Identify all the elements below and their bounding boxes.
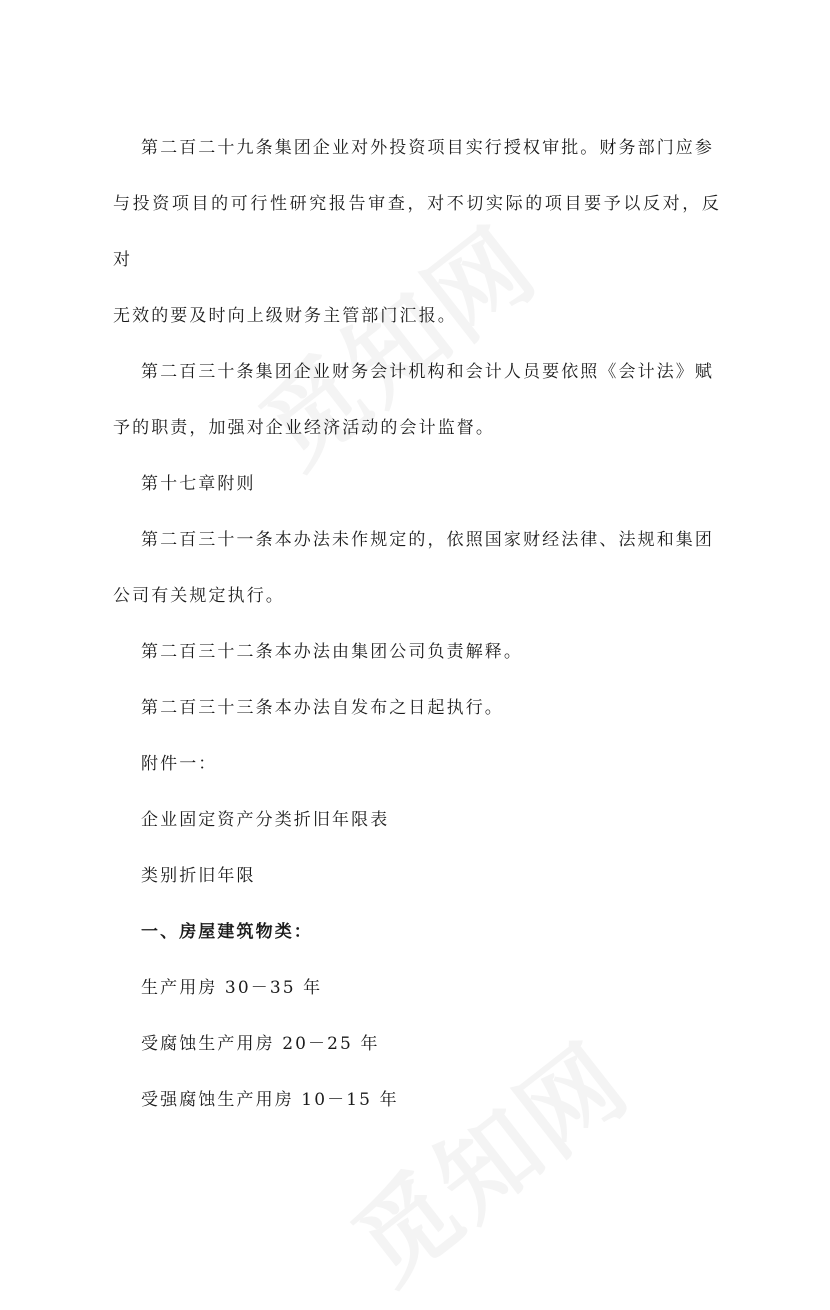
table-title: 企业固定资产分类折旧年限表 <box>141 810 390 830</box>
article-231-line-1: 第二百三十一条本办法未作规定的，依照国家财经法律、法规和集团 <box>141 530 714 550</box>
article-230-line-1: 第二百三十条集团企业财务会计机构和会计人员要依照《会计法》赋 <box>141 362 714 382</box>
category-buildings: 一、房屋建筑物类： <box>141 922 313 942</box>
article-229-line-1: 第二百二十九条集团企业对外投资项目实行授权审批。财务部门应参 <box>141 138 714 158</box>
article-229-line-3: 无效的要及时向上级财务主管部门汇报。 <box>113 306 457 326</box>
article-229-line-2: 与投资项目的可行性研究报告审查，对不切实际的项目要予以反对，反对 <box>113 194 721 270</box>
item-strongly-corroded-building: 受强腐蚀生产用房 10－15 年 <box>141 1090 399 1110</box>
article-233: 第二百三十三条本办法自发布之日起执行。 <box>141 698 504 718</box>
document-body <box>113 120 721 1128</box>
article-230-line-2: 予的职责，加强对企业经济活动的会计监督。 <box>113 418 495 438</box>
article-232: 第二百三十二条本办法由集团公司负责解释。 <box>141 642 523 662</box>
item-corroded-building: 受腐蚀生产用房 20－25 年 <box>141 1034 380 1054</box>
table-header: 类别折旧年限 <box>141 866 256 886</box>
article-231-line-2: 公司有关规定执行。 <box>113 586 285 606</box>
item-production-building: 生产用房 30－35 年 <box>141 978 323 998</box>
chapter-17-heading: 第十七章附则 <box>141 474 256 494</box>
attachment-label: 附件一： <box>141 754 218 774</box>
